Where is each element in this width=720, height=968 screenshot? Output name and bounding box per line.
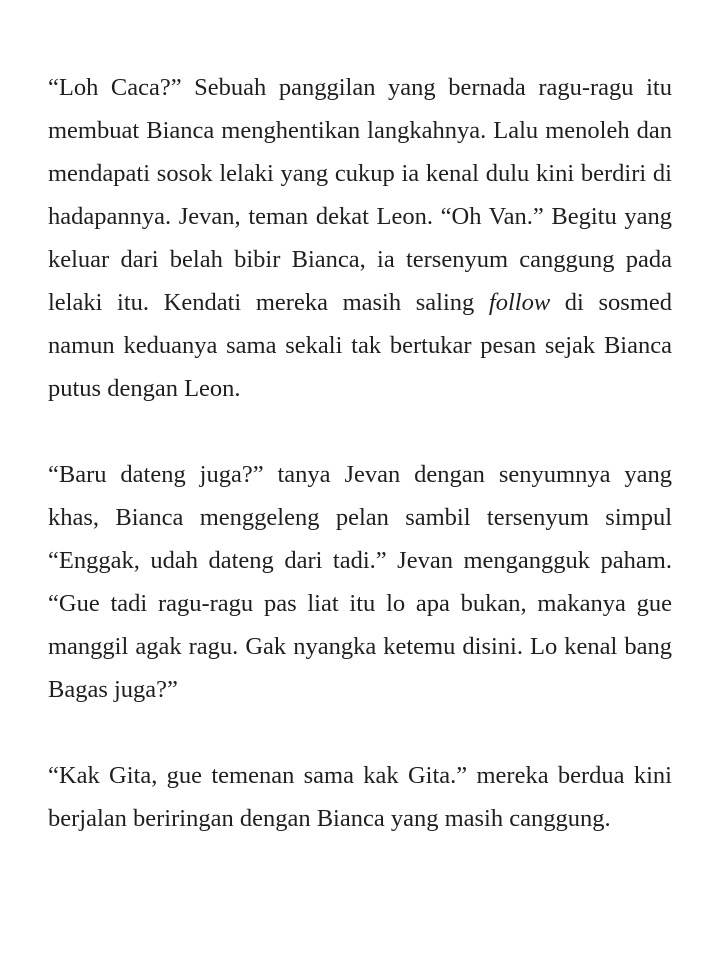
story-text: [48, 66, 672, 840]
paragraph-2: “Baru dateng juga?” tanya Jevan dengan senyumnya yang khas, Bianca menggeleng pelan sambil tersenyum simpul “Enggak, udah dateng dari tadi.” Jevan mengangguk paham. “Gue tadi ragu-ragu pas liat itu lo apa bukan, makanya gue manggil agak ragu. Gak nyangka ketemu disini. Lo kenal bang Bagas juga?”: [48, 461, 672, 703]
paragraph-1-italic-word: follow: [488, 289, 551, 316]
paragraph-1-text-start: “Loh Caca?” Sebuah panggilan yang bernada ragu-ragu itu membuat Bianca menghentikan langkahnya. Lalu menoleh dan mendapati sosok lelaki yang cukup ia kenal dulu kini berdiri di hadapannya. Jevan, teman dekat Leon. “Oh Van.” Begitu yang keluar dari belah bibir Bianca, ia tersenyum canggung pada lelaki itu. Kendati mereka masih saling: [48, 74, 672, 316]
paragraph-3: “Kak Gita, gue temenan sama kak Gita.” mereka berdua kini berjalan beriringan dengan Bianca yang masih canggung.: [48, 762, 672, 832]
paragraph-1-text-end: di sosmed namun keduanya sama sekali tak bertukar pesan sejak Bianca putus dengan Leon.: [48, 289, 672, 402]
paragraph-1: [48, 66, 672, 410]
